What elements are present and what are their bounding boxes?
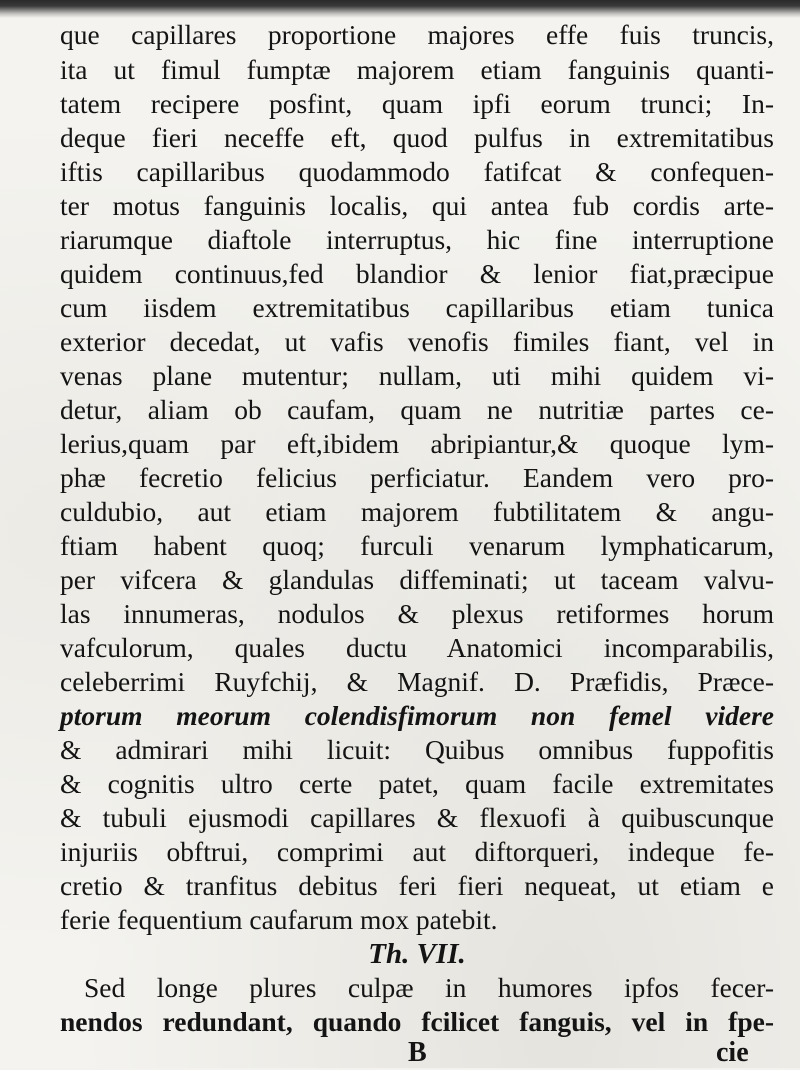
text-line: celeberrimi Ruyfchij, & Magnif. D. Præfidis, Præce- [60,666,774,697]
text-line: exterior decedat, ut vafis venofis fimiles fiant, vel in [60,326,774,357]
text-line: quidem continuus,fed blandior & lenior fiat,præcipue [60,258,774,289]
text-line: venas plane mutentur; nullam, uti mihi quidem vi- [60,360,774,391]
text-line: detur, aliam ob caufam, quam ne nutritiæ partes ce- [60,394,774,425]
signature-mark: B [408,1037,427,1068]
text-line: injuriis obftrui, comprimi aut diftorqueri, indeque fe- [60,836,774,867]
text-line: ita ut fimul fumptæ majorem etiam fanguinis quanti- [60,54,774,85]
page-top-edge [0,0,800,18]
section-heading: Th. VII. [368,938,466,970]
text-line: las innumeras, nodulos & plexus retiformes horum [60,598,774,629]
text-line: nendos redundant, quando fcilicet fanguis, vel in fpe- [60,1006,774,1037]
text-line: riarumque diaftole interruptus, hic fine interruptione [60,224,774,255]
text-line: vafculorum, quales ductu Anatomici incomparabilis, [60,632,774,663]
text-line: phæ fecretio felicius perficiatur. Eandem vero pro- [60,462,774,493]
text-line: & tubuli ejusmodi capillares & flexuofi à quibuscunque [60,802,774,833]
text-line: ftiam habent quoq; furculi venarum lymphaticarum, [60,530,774,561]
text-line: Sed longe plures culpæ in humores ipfos fecer- [84,972,774,1003]
text-line: tatem recipere posfint, quam ipfi eorum trunci; In- [60,88,774,119]
text-line: lerius,quam par eft,ibidem abripiantur,& quoque lym- [60,428,774,459]
text-line: que capillares proportione majores effe fuis truncis, [60,19,774,50]
text-line: ferie fequentium caufarum mox patebit. [60,904,498,935]
text-line: iftis capillaribus quodammodo fatifcat & confequen- [60,156,774,187]
text-line: per vifcera & glandulas diffeminati; ut taceam valvu- [60,564,774,595]
text-line: ter motus fanguinis localis, qui antea fub cordis arte- [60,190,774,221]
catchword: cie [716,1037,749,1068]
text-line: culdubio, aut etiam majorem fubtilitatem & angu- [60,496,774,527]
text-line: cretio & tranfitus debitus feri fieri nequeat, ut etiam e [60,870,774,901]
text-line: & cognitis ultro certe patet, quam facile extremitates [60,768,774,799]
text-line: cum iisdem extremitatibus capillaribus etiam tunica [60,292,774,323]
text-line: & admirari mihi licuit: Quibus omnibus fuppofitis [60,734,774,765]
text-line: deque fieri neceffe eft, quod pulfus in extremitatibus [60,122,774,153]
text-line: ptorum meorum colendisfimorum non femel videre [60,700,774,731]
